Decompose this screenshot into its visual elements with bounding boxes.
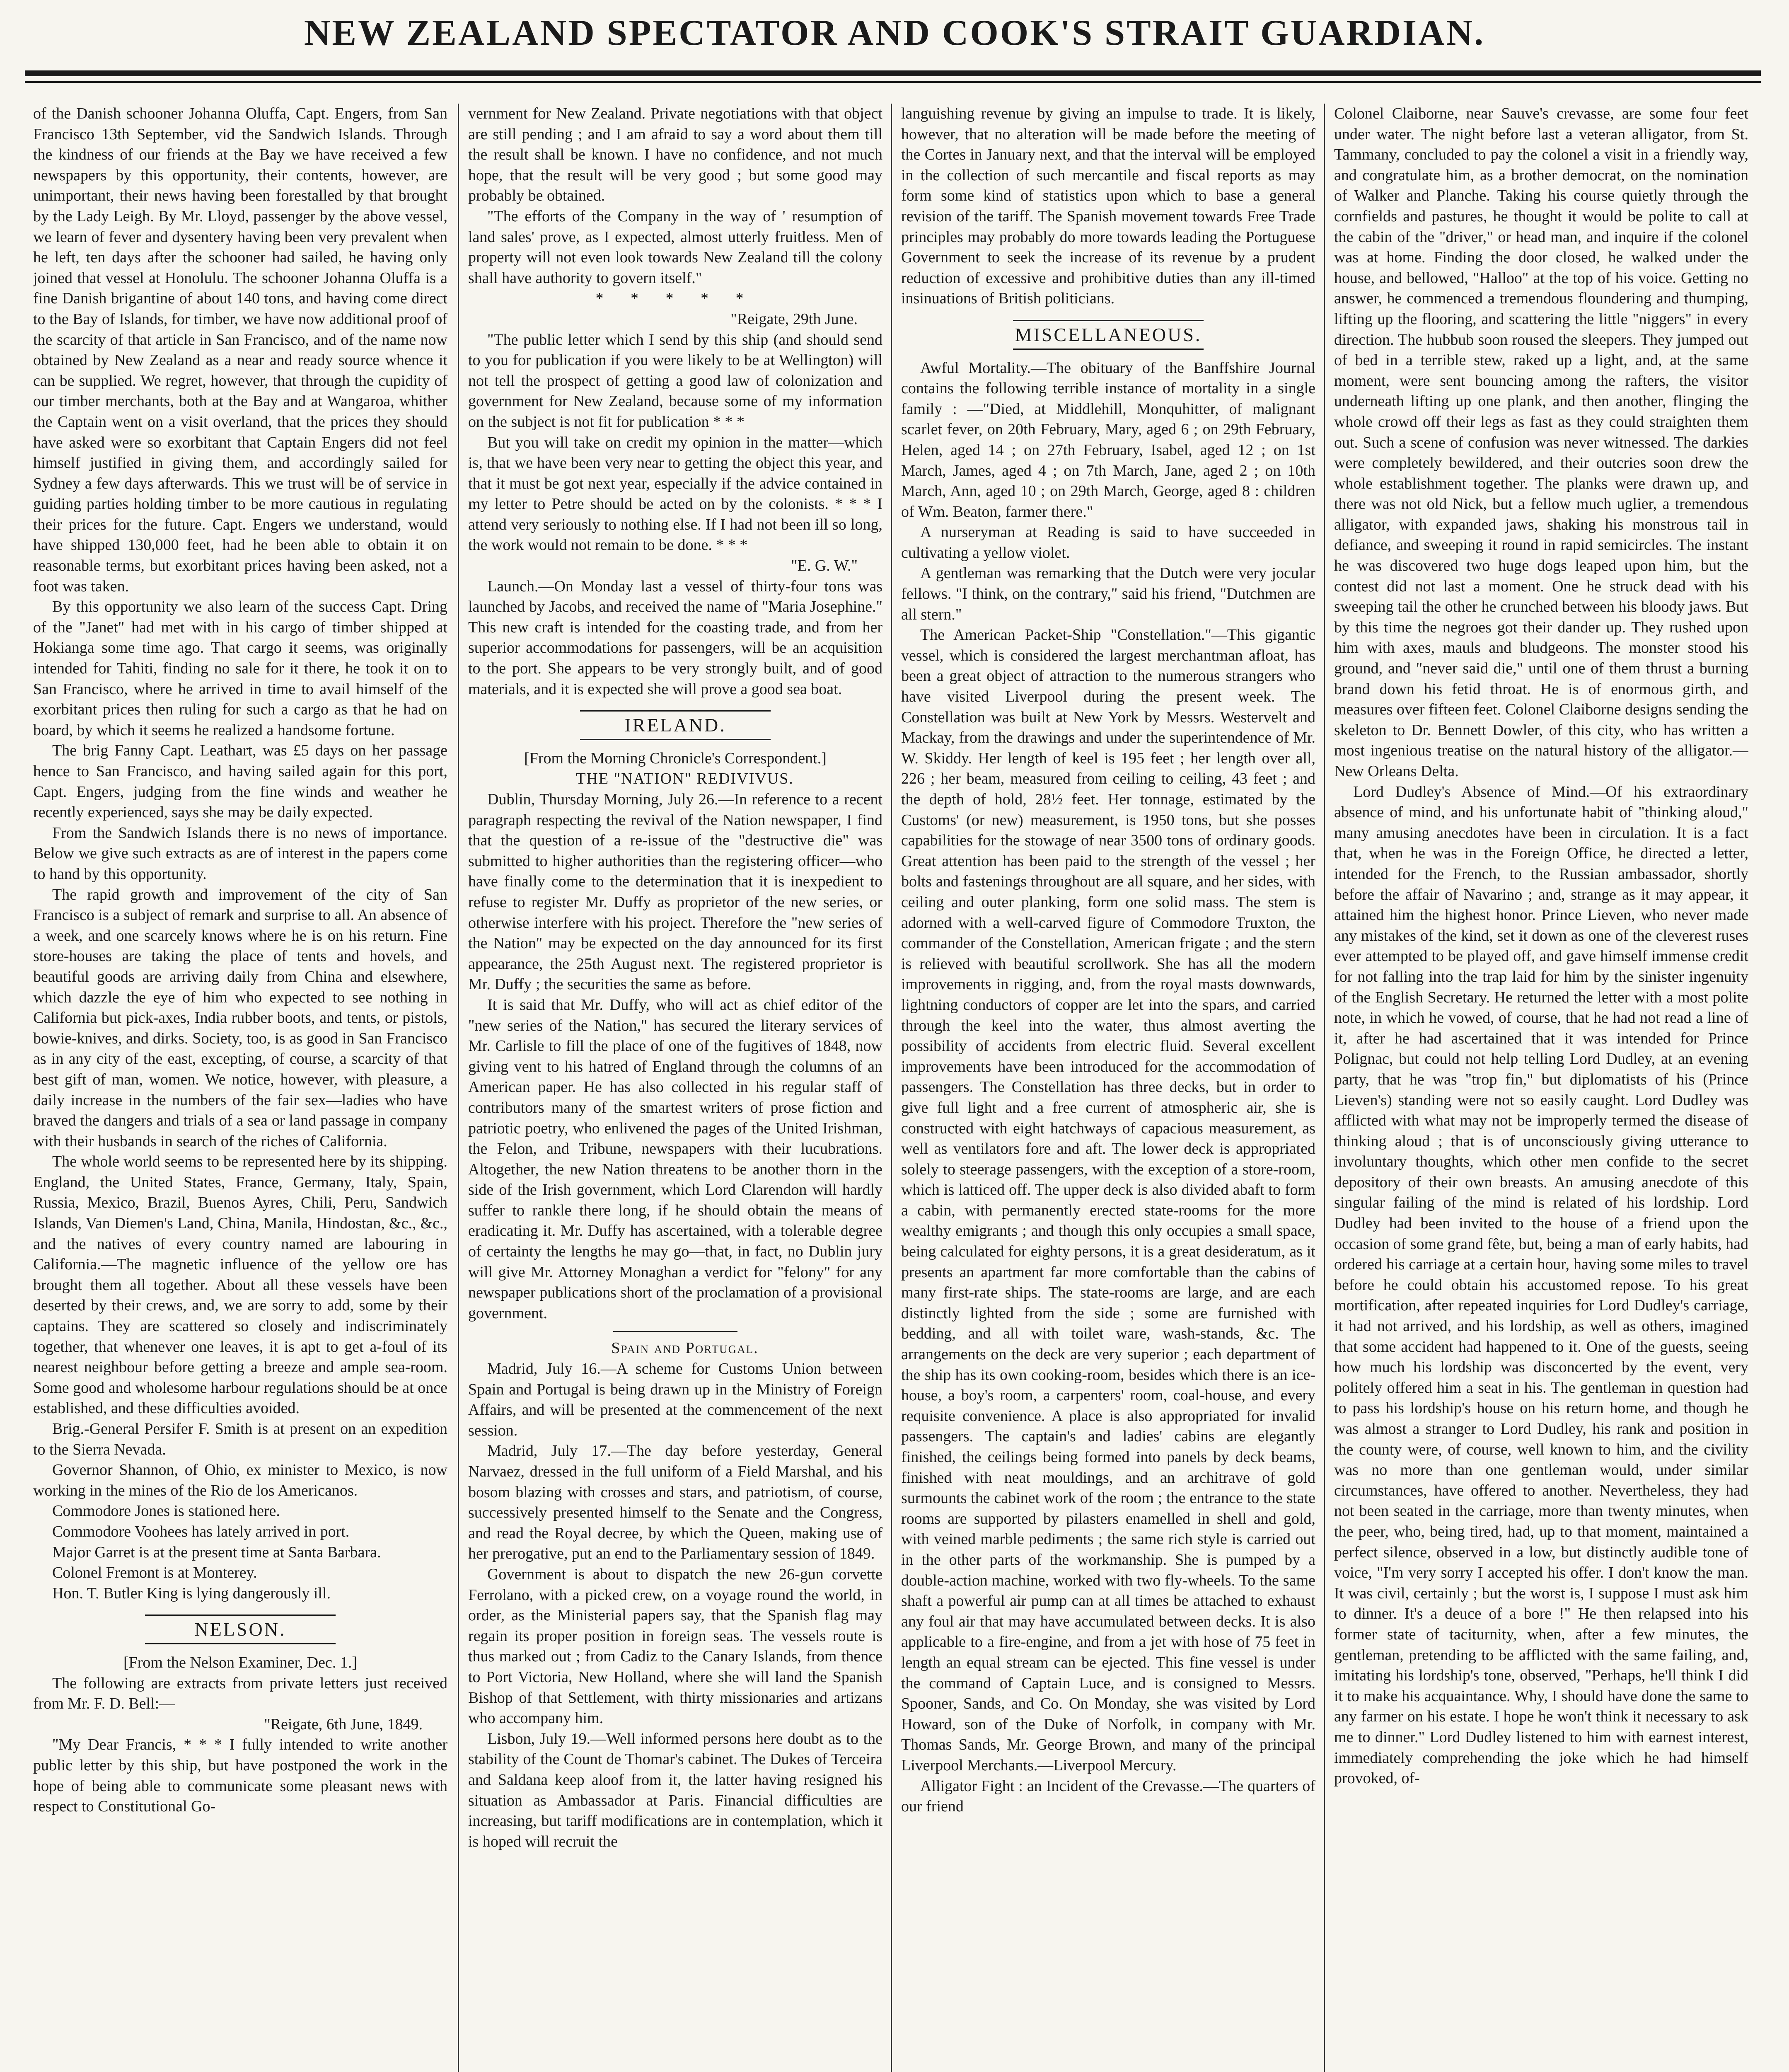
article-paragraph: Brig.-General Persifer F. Smith is at present on an expedition to the Sierra Nevada. bbox=[33, 1420, 447, 1458]
column-separator bbox=[891, 104, 892, 2072]
column-separator bbox=[1324, 104, 1325, 2072]
article-paragraph: Alligator Fight : an Incident of the Crevasse.—The quarters of our friend bbox=[901, 1777, 1315, 1815]
article-paragraph: The American Packet-Ship "Constellation."—This gigantic vessel, which is considered the largest merchantman afloat, has been a great object of attraction to the numerous strangers who have visited Liverpool during the present week. The Constellation was built at New York by Messrs. Westervelt and Mackay, from the drawings and under the superintendence of Mr. W. Skiddy. Her length of keel is 195 feet ; her length over all, 226 ; her beam, measured from ceiling to ceiling, 43 feet ; and the depth of hold, 28½ feet. Her tonnage, estimated by the Customs' (or new) measurement, is 1950 tons, but she posses capabilities for the stowage of near 3500 tons of ordinary goods. Great attention has been paid to the strength of the vessel ; her bolts and fastenings throughout are all square, and her sides, with ceiling and outer planking, form one solid mass. The stem is adorned with a well-carved figure of Commodore Truxton, the commander of the Constellation, American frigate ; and the stern is relieved with beautiful scrollwork. She has all the modern improvements in rigging, and, from the royal masts downwards, lightning conductors of copper are let into the spars, and carried through the keel into the water, thus almost averting the possibility of accidents from electric fluid. Several excellent improvements have been introduced for the accommodation of passengers. The Constellation has three decks, but in order to give full light and a free current of atmospheric air, she is constructed with eight hatchways of capacious measurement, as well as ventilators fore and aft. The lower deck is appropriated solely to steerage passengers, with the exception of a store-room, which is latticed off. The upper deck is also divided abaft to form a cabin, with permanently erected state-rooms for the more wealthy emigrants ; and though this only occupies a small space, being calculated for eighty persons, it is a great desideratum, as it presents an apartment far more comfortable than the cabins of many first-rate ships. The state-rooms are large, and are each distinctly lighted from the side ; some are furnished with bedding, and all with toilet ware, wash-stands, &c. The arrangements on the deck are very superior ; each department of the ship has its own cooking-room, besides which there is an ice-house, a boy's room, a carpenters' room, coal-house, and every requisite convenience. A place is also appropriated for invalid passengers. The captain's and ladies' cabins are elegantly finished, the ceilings being formed into panels by deck beams, finished with neat mouldings, and an architrave of gold surmounts the cabinet work of the room ; the entrance to the state rooms are supported by pilasters enamelled in shell and gold, with veined marble pediments ; the same rich style is carried out in the other parts of the workmanship. She is pumped by a double-action machine, worked with two fly-wheels. To the same shaft a powerful air pump can at all times be attached to exhaust any foul air that may have accumulated between decks. It is also applicable to a fire-engine, and from a jet with hose of 75 feet in length an equal stream can be ejected. This fine vessel is under the command of Captain Luce, and is consigned to Messrs. Spooner, Sands, and Co. On Monday, she was visited by Lord Howard, son of the Duke of Norfolk, in company with Mr. Thomas Sands, Mr. George Brown, and many of the principal Liverpool Merchants.—Liverpool Mercury. bbox=[901, 626, 1315, 1774]
masthead-rule-heavy bbox=[25, 70, 1761, 76]
article-paragraph: Madrid, July 16.—A scheme for Customs Union between Spain and Portugal is being drawn up in the Ministry of Foreign Affairs, and will be presented at the commencement of the next session. bbox=[468, 1360, 882, 1439]
article-paragraph: Governor Shannon, of Ohio, ex minister to Mexico, is now working in the mines of the Rio de los Americanos. bbox=[33, 1461, 447, 1499]
article-paragraph: The brig Fanny Capt. Leathart, was £5 days on her passage hence to San Francisco, and having sailed again for this port, Capt. Engers, judging from the fine winds and weather he recently experienced, says she may be daily expected. bbox=[33, 742, 447, 821]
masthead-rule-thin bbox=[25, 81, 1761, 83]
article-paragraph: From the Sandwich Islands there is no news of importance. Below we give such extracts as are of interest in the papers come to hand by this opportunity. bbox=[33, 824, 447, 883]
column-3 bbox=[901, 104, 1315, 2072]
article-paragraph: Awful Mortality.—The obituary of the Banffshire Journal contains the following terrible instance of mortality in a single family : —"Died, at Middlehill, Monquhitter, of malignant scarlet fever, on 20th February, Mary, aged 6 ; on 29th February, Helen, aged 14 ; on 27th February, Isabel, aged 12 ; on 1st March, James, aged 4 ; on 7th March, Jane, aged 2 ; on 10th March, Ann, aged 10 ; on 29th March, George, aged 8 : children of Wm. Beaton, farmer there." bbox=[901, 359, 1315, 520]
article-paragraph: The following are extracts from private letters just received from Mr. F. D. Bell:— bbox=[33, 1674, 447, 1713]
article-paragraph: A nurseryman at Reading is said to have succeeded in cultivating a yellow violet. bbox=[901, 523, 1315, 562]
letter-signature: "E. G. W." bbox=[791, 557, 858, 575]
article-paragraph: Madrid, July 17.—The day before yesterday, General Narvaez, dressed in the full uniform of a Field Marshal, and his bosom blazing with crosses and stars, and patriotism, of course, successively presented himself to the Senate and the Congress, and read the Royal decree, by which the Queen, making use of her prerogative, put an end to the Parliamentary session of 1849. bbox=[468, 1442, 882, 1563]
letter-dateline: "Reigate, 29th June. bbox=[730, 310, 858, 328]
masthead bbox=[17, 8, 1772, 66]
article-paragraph: "The efforts of the Company in the way of ' resumption of land sales' prove, as I expected, almost utterly fruitless. Men of property will not even look towards New Zealand till the colony shall have authority to govern itself." bbox=[468, 207, 882, 287]
article-paragraph: A gentleman was remarking that the Dutch were very jocular fellows. "I think, on the contrary," said his friend, "Dutchmen are all stern." bbox=[901, 564, 1315, 623]
article-paragraph: The rapid growth and improvement of the city of San Francisco is a subject of remark and surprise to all. An absence of a week, and one scarcely knows where he is on his return. Fine store-houses are taking the place of tents and hovels, and beautiful goods are arriving daily from China and elsewhere, which dazzle the eye of him who expected to see nothing in California but pick-axes, India rubber boots, and tents, or pistols, bowie-knives, and dirks. Society, too, is as good in San Francisco as in any city of the east, excepting, of course, a scarcity of that best gift of man, women. We notice, however, with pleasure, a daily increase in the numbers of the fair sex—ladies who have braved the dangers and trials of a sea or land passage in company with their husbands in search of the riches of California. bbox=[33, 886, 447, 1150]
subheading: THE "NATION" REDIVIVUS. bbox=[576, 770, 794, 788]
divider bbox=[613, 1331, 737, 1332]
letter-dateline: "Reigate, 6th June, 1849. bbox=[264, 1715, 423, 1733]
article-paragraph: "My Dear Francis, * * * I fully intended to write another public letter by this ship, but have postponed the work in the hope of being able to communicate some pleasant news with respect to Constitutional Go- bbox=[33, 1736, 447, 1815]
column-separator bbox=[458, 104, 459, 2072]
article-paragraph: The whole world seems to be represented here by its shipping. England, the United States, France, Germany, Italy, Spain, Russia, Mexico, Brazil, Buenos Ayres, Chili, Peru, Sandwich Islands, Van Diemen's Land, China, Manila, Hindostan, &c., &c., and the natives of every country named are labouring in California.—The magnetic influence of the yellow ore has brought them all together. About all these vessels have been deserted by their crews, and, we are sorry to add, some by their captains. They are scattered so closely and indiscriminately together, that whenever one leaves, it is apt to get a-foul of its nearest neighbour before getting a breeze and ample sea-room. Some good and wholesome harbour regulations should be at once established, and these difficulties avoided. bbox=[33, 1153, 447, 1417]
article-paragraph: Commodore Jones is stationed here. bbox=[52, 1502, 280, 1520]
article-paragraph: "The public letter which I send by this ship (and should send to you for publication if you were likely to be at Wellington) will not tell the prospect of getting a good law of colonization and government for New Zealand, because some of my information on the subject is not fit for publication * * * bbox=[468, 331, 882, 431]
article-paragraph: But you will take on credit my opinion in the matter—which is, that we have been very near to getting the object this year, and that it must be got next year, especially if the advice contained in my letter to Petre should be acted on by the colonists. * * * I attend very seriously to nothing else. If I had not been ill so long, the work would not remain to be done. * * * bbox=[468, 433, 882, 554]
article-paragraph: Dublin, Thursday Morning, July 26.—In reference to a recent paragraph respecting the revival of the Nation newspaper, I find that the question of a re-issue of the "destructive die" was submitted to higher authorities than the registering officer—who have finally come to the determination that it is inexpedient to refuse to register Mr. Duffy as proprietor of the new series, or otherwise interfere with his project. Therefore the "new series of the Nation" may be expected on the day announced for its first appearance, the 25th August next. The registered proprietor is Mr. Duffy ; the securities the same as before. bbox=[468, 791, 882, 993]
article-paragraph: languishing revenue by giving an impulse to trade. It is likely, however, that no alteration will be made before the meeting of the Cortes in January next, and that the interval will be employed in the collection of such mercantile and fiscal reports as may form some kind of statistics upon which to base a general revision of the tariff. The Spanish movement towards Free Trade principles may probably do more towards leading the Portuguese Government to seek the increase of its revenue by a prudent reduction of excessive and prohibitive duties than any ill-timed insinuations of British politicians. bbox=[901, 105, 1315, 307]
source-note: [From the Morning Chronicle's Correspondent.] bbox=[524, 749, 827, 767]
article-paragraph: Colonel Fremont is at Monterey. bbox=[52, 1564, 257, 1582]
section-heading-ireland: IRELAND. bbox=[580, 710, 771, 740]
article-paragraph: Launch.—On Monday last a vessel of thirty-four tons was launched by Jacobs, and received the name of "Maria Josephine." This new craft is intended for the coasting trade, and from her superior accommodations for passengers, will be an acquisition to the port. She appears to be very strongly built, and of good materials, and it is expected she will prove a good sea boat. bbox=[468, 577, 882, 698]
column-4 bbox=[1334, 104, 1748, 2072]
section-heading-nelson: NELSON. bbox=[145, 1615, 336, 1644]
source-note: [From the Nelson Examiner, Dec. 1.] bbox=[123, 1653, 358, 1671]
column-1 bbox=[33, 104, 447, 2072]
section-heading-miscellaneous: MISCELLANEOUS. bbox=[1013, 320, 1204, 350]
subheading: Spain and Portugal. bbox=[611, 1339, 759, 1357]
article-paragraph: By this opportunity we also learn of the success Capt. Dring of the "Janet" had met with in his cargo of timber shipped at Hokianga some time ago. That cargo it seems, was originally intended for Tahiti, finding no sale for it there, he took it on to San Francisco, where he arrived in time to avail himself of the exorbitant prices then ruling for such a cargo as that he had on board, by which it seems he realized a handsome fortune. bbox=[33, 598, 447, 739]
article-paragraph: Major Garret is at the present time at Santa Barbara. bbox=[52, 1543, 381, 1561]
article-paragraph: Lord Dudley's Absence of Mind.—Of his extraordinary absence of mind, and his unfortunate habit of "thinking aloud," many amusing anecdotes have been in circulation. It is a fact that, when he was in the Foreign Office, he directed a letter, intended for the French, to the Russian ambassador, shortly before the affair of Navarino ; and, strange as it may appear, it attained him the highest honor. Prince Lieven, who never made any mistakes of the kind, set it down as one of the cleverest ruses ever attempted to be played off, and gave himself immense credit for not falling into the trap laid for him by the sinister ingenuity of the English Secretary. He returned the letter with a most polite note, in which he vowed, of course, that he had not read a line of it, after he had ascertained that it was intended for Prince Polignac, but could not help telling Lord Dudley, at an evening party, that he was "trop fin," but diplomatists of his (Prince Lieven's) standing were not so easily caught. Lord Dudley was afflicted with what may not be improperly termed the disease of thinking aloud ; that is of unconsciously giving utterance to involuntary thoughts, which other men confide to the secret depository of their own breasts. An amusing anecdote of this singular failing of the mind is related of his lordship. Lord Dudley had been invited to the house of a friend upon the occasion of some grand fête, but, being a man of early habits, had ordered his carriage at a certain hour, having some miles to travel before he could obtain his accustomed repose. To his great mortification, after repeated inquiries for Lord Dudley's carriage, it had not arrived, and his lordship, as well as others, imagined that some accident had happened to it. One of the guests, seeing how much his lordship was disconcerted by the event, very politely offered him a seat in his. The gentleman in question had to pass his lordship's house on his return home, and though he was almost a stranger to Lord Dudley, his rank and position in the county were, of course, well known to him, and the civility was no more than one gentleman would, under similar circumstances, have offered to another. Nevertheless, they had not been seated in the carriage, more than twenty minutes, when the peer, who, being tired, had, up to that moment, maintained a perfect silence, observed in a low, but distinctly audible tone of voice, "I'm very sorry I accepted his offer. I don't know the man. It was civil, certainly ; but the worst is, I suppose I must ask him to dinner. It's a deuce of a bore !" He then relapsed into his former state of taciturnity, when, after a few minutes, the gentleman, pretending to be afflicted with the same failing, and, imitating his lordship's tone, observed, "Perhaps, he'll think I did it to make his acquaintance. Why, I should have done the same to any farmer on his estate. I hope he won't think it necessary to ask me to dinner." Lord Dudley listened to him with earnest interest, immediately comprehending the joke which he had himself provoked, of- bbox=[1334, 783, 1748, 1787]
article-paragraph: Government is about to dispatch the new 26-gun corvette Ferrolano, with a picked crew, on a voyage round the world, in order, as the Ministerial papers say, that the Spanish flag may regain its proper position in foreign seas. The vessels route is thus marked out ; from Cadiz to the Canary Islands, from thence to Port Victoria, New Holland, where she will land the Spanish Bishop of that Settlement, with thirty missionaries and artizans who accompany him. bbox=[468, 1565, 882, 1727]
newspaper-title: NEW ZEALAND SPECTATOR AND COOK'S STRAIT GUARDIAN. bbox=[304, 13, 1485, 53]
article-paragraph: Colonel Claiborne, near Sauve's crevasse, are some four feet under water. The night before last a veteran alligator, from St. Tammany, concluded to pay the colonel a visit in a friendly way, and congratulate him, as a brother democrat, on the nomination of Walker and Planche. Taking his course quietly through the cornfields and pastures, he thought it would be polite to call at the cabin of the "driver," or head man, and inquire if the colonel was at home. Finding the door closed, he walked under the house, and bellowed, "Halloo" at the top of his voice. Getting no answer, he commenced a tremendous floundering and thumping, lifting up the flooring, and scattering the little "niggers" in every direction. The hubbub soon roused the sleepers. They jumped out of bed in a terrible stew, raked up a light, and, at the same moment, were sent bouncing among the rafters, the visitor underneath lifting up one plank, and then another, flinging the whole crowd off their legs as fast as they could straighten them out. Such a scene of confusion was never witnessed. The darkies were completely bewildered, and their outcries soon drew the whole establishment together. The planks were drawn up, and there was not old Nick, but a fellow much uglier, a tremendous alligator, with expanded jaws, shaking his monstrous tail in defiance, and sweeping it round in rapid semicircles. The instant he was discovered two huge dogs leaped upon him, but the contest did not last a moment. One he struck dead with his sweeping tail the other he crunched between his bloody jaws. But by this time the negroes got their dander up. They rushed upon him with axes, mauls and bludgeons. The monster stood his ground, and "never said die," until one of them thrust a burning brand down his fetid throat. He is of enormous girth, and measures over fifteen feet. Colonel Claiborne designs sending the skeleton to Dr. Bennett Dowler, of this city, who has written a most ingenious treatise on the natural history of the alligator.—New Orleans Delta. bbox=[1334, 105, 1748, 780]
article-paragraph: of the Danish schooner Johanna Oluffa, Capt. Engers, from San Francisco 13th September, vid the Sandwich Islands. Through the kindness of our friends at the Bay we have received a few newspapers by this opportunity, their contents, however, are unimportant, their news having been forestalled by that brought by the Lady Leigh. By Mr. Lloyd, passenger by the above vessel, we learn of fever and dysentery having been very prevalent when he left, ten days after the schooner had sailed, he having only joined that vessel at Honolulu. The schooner Johanna Oluffa is a fine Danish brigantine of about 140 tons, and having come direct to the Bay of Islands, for timber, we have now additional proof of the scarcity of that article in San Francisco, and of the name now obtained by New Zealand as a near and ready source whence it can be supplied. We regret, however, that through the cupidity of our timber merchants, both at the Bay and at Wangaroa, whither the Captain went on a visit overland, that the prices they should have asked were so exorbitant that Captain Engers did not feel himself justified in giving them, and accordingly sailed for Sydney a few days afterwards. This we trust will be of service in guiding parties holding timber to be more cautious in regulating their prices for the future. Capt. Engers we understand, would have shipped 130,000 feet, had he been able to obtain it on reasonable terms, but exorbitant prices having been asked, not a foot was taken. bbox=[33, 105, 447, 595]
ornament-stars: * * * * * bbox=[595, 290, 755, 307]
column-2 bbox=[468, 104, 882, 2072]
article-paragraph: vernment for New Zealand. Private negotiations with that object are still pending ; and I am afraid to say a word about them till the result shall be known. I have no confidence, and not much hope, that the result will be very good ; but some good may probably be obtained. bbox=[468, 105, 882, 205]
article-paragraph: Hon. T. Butler King is lying dangerously ill. bbox=[52, 1584, 331, 1602]
article-paragraph: It is said that Mr. Duffy, who will act as chief editor of the "new series of the Nation," has secured the literary services of Mr. Carlisle to fill the place of one of the fugitives of 1848, now giving vent to his hatred of England through the columns of an American paper. He has also collected in his regular staff of contributors many of the smartest writers of prose fiction and patriotic poetry, who enlivened the pages of the United Irishman, the Felon, and Tribune, newspapers with their lucubrations. Altogether, the new Nation threatens to be another thorn in the side of the Irish government, which Lord Clarendon will hardly suffer to rankle there long, if he should obtain the means of eradicating it. Mr. Duffy has ascertained, with a tolerable degree of certainty the lengths he may go—that, in fact, no Dublin jury will give Mr. Attorney Monaghan a verdict for "felony" for any newspaper publications short of the proclamation of a provisional government. bbox=[468, 996, 882, 1322]
article-paragraph: Commodore Voohees has lately arrived in port. bbox=[52, 1523, 350, 1540]
article-paragraph: Lisbon, July 19.—Well informed persons here doubt as to the stability of the Count de Thomar's cabinet. The Dukes of Terceira and Saldana keep aloof from it, the latter having resigned his situation as Ambassador at Paris. Financial difficulties are increasing, but tariff modifications are in contemplation, which it is hoped will recruit the bbox=[468, 1730, 882, 1850]
